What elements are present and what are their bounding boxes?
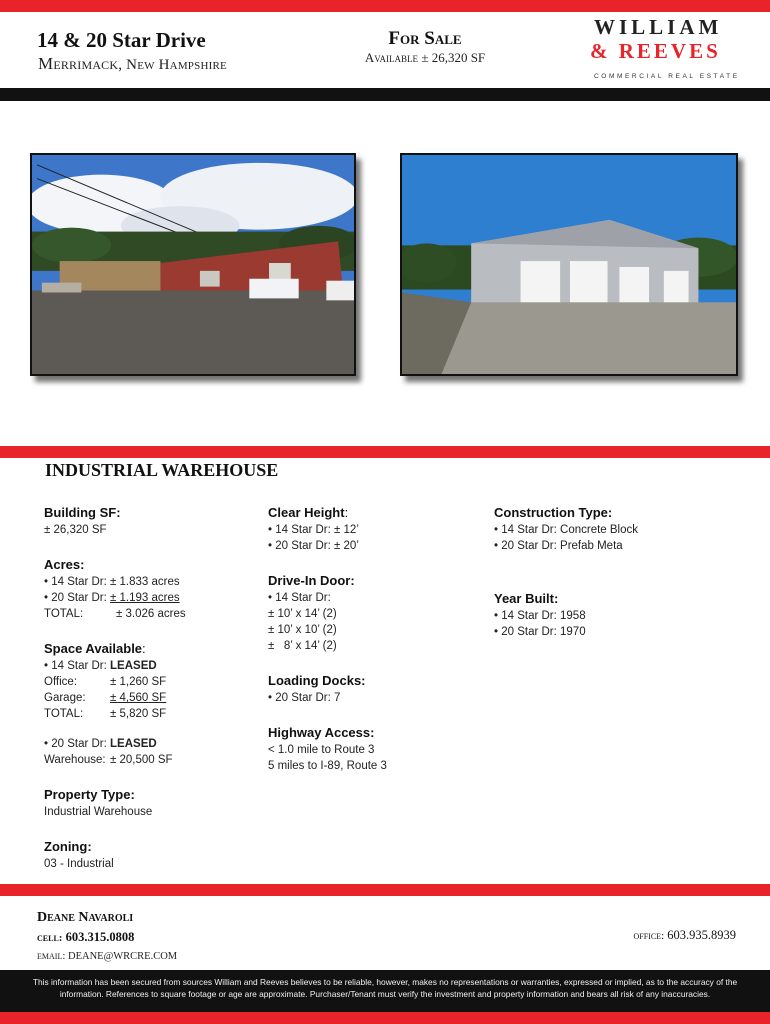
highway-access-2: 5 miles to I-89, Route 3 [268, 760, 387, 772]
office-row [44, 674, 254, 690]
section-red-band [0, 446, 770, 458]
acres-total-label: TOTAL: [44, 608, 84, 620]
top-black-band [0, 88, 770, 101]
warehouse-value: ± 20,500 SF [110, 754, 173, 766]
garage-space-value: ± 4,560 SF [110, 692, 167, 704]
available-value: ± 26,320 SF [421, 50, 486, 65]
year-built-14: • 14 Star Dr: 1958 [494, 610, 586, 622]
space-20-star-line [44, 736, 254, 752]
agent-email [37, 950, 177, 962]
logo-line-commercial: COMMERCIAL REAL ESTATE [594, 73, 740, 80]
office-number[interactable]: 603.935.8939 [667, 928, 736, 942]
email-link[interactable]: DEANE@WRCRE.COM [68, 951, 178, 962]
footer-red-band [0, 884, 770, 896]
highway-access-1: < 1.0 mile to Route 3 [268, 744, 375, 756]
highway-access-label: Highway Access: [268, 725, 375, 740]
space-available-label [44, 640, 254, 658]
disclaimer-text: This information has been secured from sources William and Reeves believes to be reliable, however, makes no representations or warranties, expressed or implied, as to the accuracy of the information. References to square footage or age are approximate. Purchaser/Tenant must verify the investment and property information and bears all risk of any inaccuracies. [32, 977, 738, 999]
garage-space-label: Garage: [44, 692, 86, 704]
clear-height-14: • 14 Star Dr: ± 12’ [268, 524, 359, 536]
clear-height-colon: : [344, 505, 349, 520]
sale-heading: For Sale [388, 28, 462, 49]
details-column-1 [44, 504, 254, 872]
space-available-label-text: Space Available [44, 641, 143, 656]
acres-20-prefix: • 20 Star Dr: [44, 592, 111, 604]
available-line [300, 50, 550, 66]
company-logo [588, 15, 740, 85]
construction-14: • 14 Star Dr: Concrete Block [494, 524, 638, 536]
agent-office [634, 928, 737, 943]
logo-line-reeves: & REEVES [590, 39, 721, 63]
building-sf-value: ± 26,320 SF [44, 524, 107, 536]
space-20-prefix: • 20 Star Dr: [44, 738, 111, 750]
office-space-label: Office: [44, 676, 78, 688]
drive-in-14: • 14 Star Dr: [268, 592, 331, 604]
door-size-2: ± 10’ x 10’ (2) [268, 624, 337, 636]
garage-row [44, 690, 254, 706]
space-total-row [44, 706, 254, 722]
zoning-value: 03 - Industrial [44, 858, 114, 870]
acres-total-row [44, 606, 254, 622]
property-type-value: Industrial Warehouse [44, 806, 153, 818]
property-type-label: Property Type: [44, 787, 135, 802]
acres-label: Acres: [44, 557, 85, 572]
clear-height-label [268, 504, 478, 522]
space-14-status: LEASED [110, 660, 157, 672]
loading-docks-20: • 20 Star Dr: 7 [268, 692, 341, 704]
property-photo-14-star-drive [30, 153, 356, 376]
location-city: Merrimack [38, 54, 119, 73]
year-built-label: Year Built: [494, 591, 559, 606]
location-state: , New Hampshire [118, 57, 227, 73]
office-space-value: ± 1,260 SF [110, 676, 167, 688]
building-sf-label: Building SF: [44, 505, 121, 520]
space-14-prefix: • 14 Star Dr: [44, 660, 111, 672]
cell-number[interactable]: 603.315.0808 [65, 930, 135, 944]
details-column-3 [494, 504, 734, 640]
agent-name: Deane Navaroli [37, 910, 134, 925]
warehouse-label: Warehouse: [44, 754, 106, 766]
office-label: office: [633, 930, 665, 942]
acres-20-star-line [44, 590, 254, 606]
space-available-colon: : [142, 641, 146, 656]
logo-line-william: WILLIAM [594, 15, 723, 39]
email-label: email: [37, 950, 66, 962]
clear-height-20: • 20 Star Dr: ± 20’ [268, 540, 359, 552]
cell-label: cell: [37, 932, 63, 944]
space-total-label: TOTAL: [44, 708, 84, 720]
acres-20-value: ± 1.193 acres [110, 592, 180, 604]
zoning-label: Zoning: [44, 839, 92, 854]
details-column-2 [268, 504, 478, 774]
available-label: Available [364, 50, 419, 65]
warehouse-row [44, 752, 254, 768]
agent-cell [37, 930, 134, 945]
location-subtitle [38, 54, 227, 74]
acres-total-value: ± 3.026 acres [116, 608, 186, 620]
section-heading: INDUSTRIAL WAREHOUSE [45, 460, 279, 480]
page-title: 14 & 20 Star Drive [37, 28, 206, 52]
loading-docks-label: Loading Docks: [268, 673, 366, 688]
construction-type-label: Construction Type: [494, 505, 613, 520]
year-built-20: • 20 Star Dr: 1970 [494, 626, 586, 638]
bottom-red-band [0, 1012, 770, 1024]
space-total-value: ± 5,820 SF [110, 708, 167, 720]
acres-14-star: • 14 Star Dr: ± 1.833 acres [44, 576, 180, 588]
construction-20: • 20 Star Dr: Prefab Meta [494, 540, 623, 552]
door-size-1: ± 10’ x 14’ (2) [268, 608, 337, 620]
property-photo-20-star-drive [400, 153, 738, 376]
space-14-star-line [44, 658, 254, 674]
top-red-band [0, 0, 770, 12]
drive-in-door-label: Drive-In Door: [268, 573, 355, 588]
door-size-3: ± 8’ x 14’ (2) [268, 640, 337, 652]
clear-height-label-text: Clear Height [268, 505, 345, 520]
space-20-status: LEASED [110, 738, 157, 750]
